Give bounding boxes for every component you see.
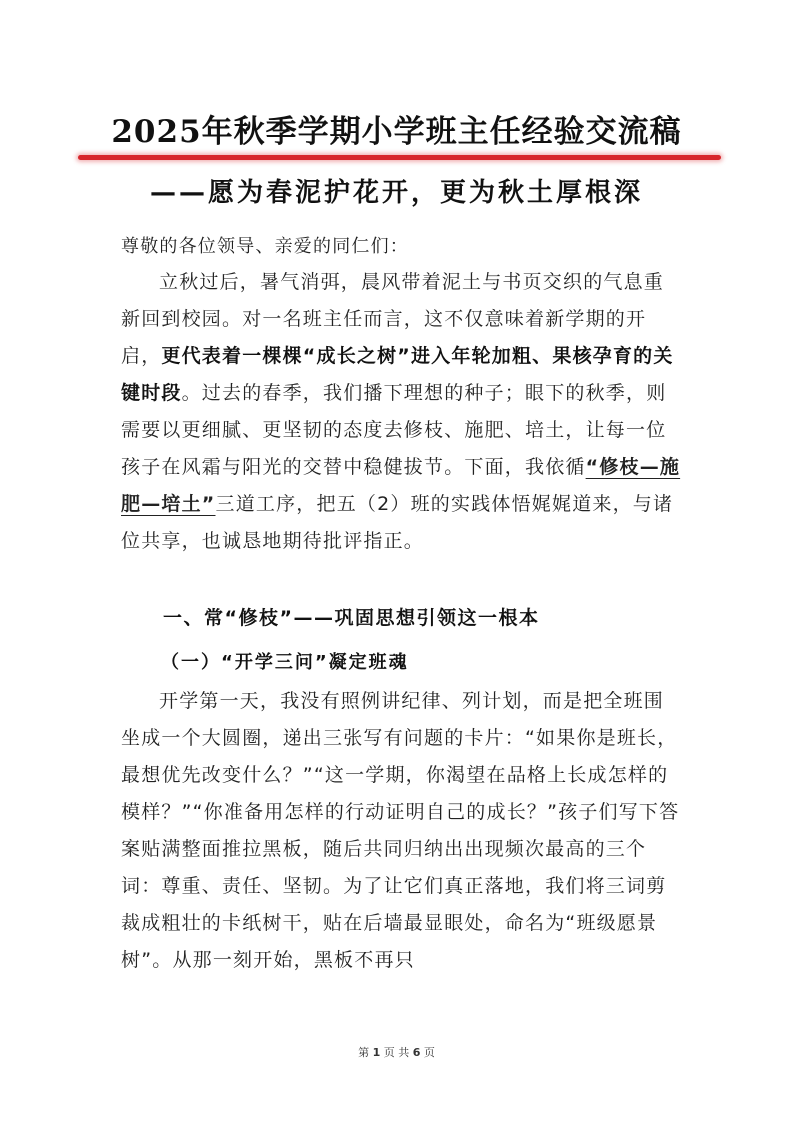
footer-total-pages: 6 [412,1046,421,1059]
footer-prefix: 第 [358,1046,370,1059]
body-paragraph: 开学第一天，我没有照例讲纪律、列计划，而是把全班围坐成一个大圆圈，递出三张写有问题的卡片：“如果你是班长，最想优先改变什么？”“这一学期，你渴望在品格上长成怎样的模样？”“你准备用怎样的行动证明自己的成长？”孩子们写下答案贴满整面推拉黑板，随后共同归纳出出现频次最高的三个词：尊重、责任、坚韧。为了让它们真正落地，我们将三词剪裁成粗壮的卡纸树干，贴在后墙最显眼处，命名为“班级愿景树”。从那一刻开始，黑板不再只 [121,690,680,971]
intro-text-2: 。过去的春季，我们播下理想的种子；眼下的秋季，则需要以更细腻、更坚韧的态度去修枝、施肥、培土，让每一位孩子在风霜与阳光的交替中稳健拔节。下面，我依循 [121,382,667,478]
section-heading: 一、常“修枝”——巩固思想引领这一根本 [163,607,540,629]
intro-text-1: 立秋过后，暑气消弭，晨风带着泥土与书页交织的气息重新回到校园。对一名班主任而言，这不仅意味着新学期的开启， [121,271,665,367]
intro-emphasis: 更代表着一棵棵“成长之树”进入年轮加粗、果核孕育的关键时段 [121,345,674,404]
footer-middle: 页 共 [383,1046,410,1059]
document-title: 2025年秋季学期小学班主任经验交流稿 [111,114,682,150]
subsection-heading: （一）“开学三问”凝定班魂 [161,652,409,673]
document-subtitle: ——愿为春泥护花开，更为秋土厚根深 [149,178,643,208]
footer-suffix: 页 [423,1046,435,1059]
intro-text-3: 三道工序，把五（2）班的实践体悟娓娓道来，与诸位共享，也诚恳地期待批评指正。 [121,493,674,552]
footer-current-page: 1 [372,1046,381,1059]
intro-paragraph [121,264,681,560]
red-divider-line [78,155,721,160]
intro-underlined-phrase: “修枝—施肥—培土” [121,456,681,515]
page-footer [0,1044,793,1060]
greeting: 尊敬的各位领导、亲爱的同仁们： [121,236,409,257]
